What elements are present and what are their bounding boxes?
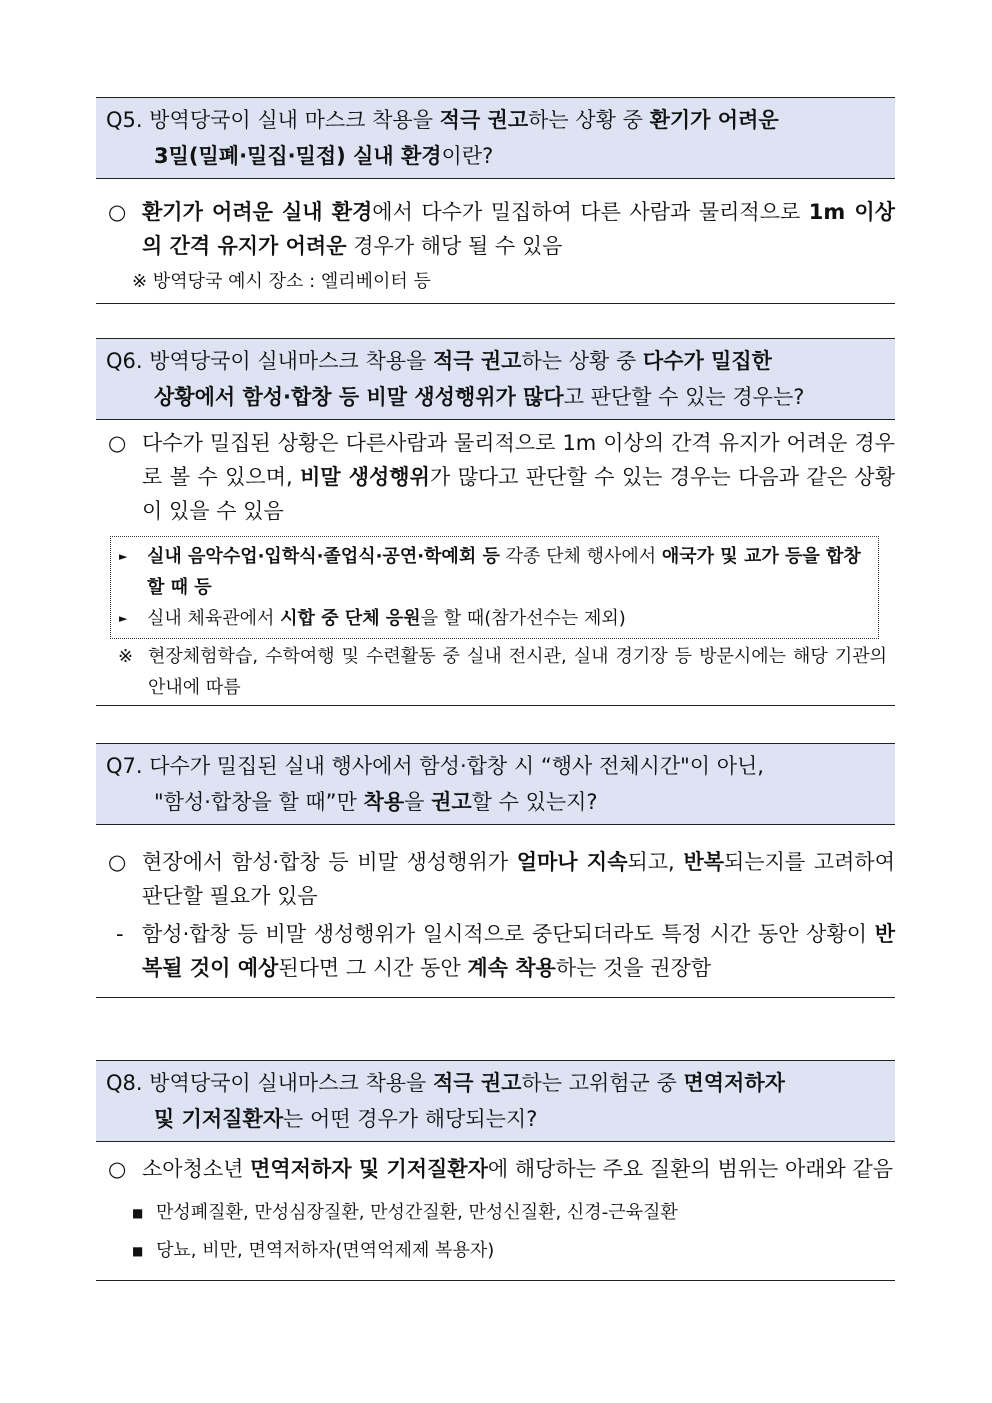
text-run: 된다면 그 시간 동안 <box>278 956 468 980</box>
text-run: Q7. 다수가 밀집된 실내 행사에서 함성·합창 시 “행사 전체시간"이 아닌, <box>106 754 764 778</box>
text-line <box>147 608 626 629</box>
emphasized-text: 실내 음악수업·입학식·졸업식·공연·학예회 등 <box>147 546 500 567</box>
text-run: 다수가 밀집된 상황은 다른사람과 물리적으로 1m 이상의 간격 유지가 어려운 경우로 볼 수 있으며, <box>142 431 895 489</box>
text-run: 가 많다고 판단할 수 있는 경우는 다음과 같은 상황이 있을 수 있음 <box>142 465 895 523</box>
text-run: 하는 상황 중 <box>521 349 643 373</box>
text-run: 에 해당하는 주요 질환의 범위는 아래와 같음 <box>487 1157 894 1181</box>
reference-mark-icon: ※ <box>118 646 134 667</box>
emphasized-text: 애국가 및 교가 등을 합창할 때 등 <box>147 546 861 598</box>
emphasized-text: 환기가 어려운 <box>649 108 779 132</box>
emphasized-text: 반복될 것이 예상 <box>142 922 895 980</box>
list-item-text: 만성폐질환, 만성심장질환, 만성간질환, 만성신질환, 신경-근육질환 <box>156 1202 678 1223</box>
text-run: 을 할 때(참가선수는 제외) <box>420 608 626 629</box>
text-run: 되는지를 고려하여 판단할 필요가 있음 <box>142 850 895 908</box>
emphasized-text: 3밀(밀폐·밀집·밀접) 실내 환경 <box>154 144 442 168</box>
emphasized-text: 1m 이상의 간격 유지가 어려운 <box>142 200 895 258</box>
dash-bullet-icon: - <box>116 922 124 946</box>
emphasized-text: 계속 착용 <box>467 956 556 980</box>
list-item <box>132 1194 895 1232</box>
emphasized-text: 착용 <box>363 790 405 814</box>
circle-bullet-icon: ○ <box>108 431 127 455</box>
text-line <box>106 1101 885 1137</box>
circle-bullet-icon: ○ <box>108 850 127 874</box>
circle-bullet-icon: ○ <box>108 1157 127 1181</box>
emphasized-text: 시합 중 단체 응원 <box>280 608 421 629</box>
triangle-bullet-icon: ► <box>119 612 128 625</box>
text-run: 하는 고위험군 중 <box>521 1071 684 1095</box>
q6-question <box>96 338 895 420</box>
text-run: 하는 것을 권장함 <box>555 956 712 980</box>
square-bullet-icon: ■ <box>132 1206 144 1220</box>
text-line <box>106 1065 885 1101</box>
emphasized-text: 적극 권고 <box>439 108 529 132</box>
q8-section <box>96 1060 895 1281</box>
q7-sub-answer <box>96 917 895 998</box>
q8-question <box>96 1060 895 1142</box>
q8-answer <box>96 1152 895 1186</box>
text-run: 되고, <box>627 850 684 874</box>
text-run: 하는 상황 중 <box>528 108 650 132</box>
text-run: "함성·합창을 할 때”만 <box>154 790 364 814</box>
text-line <box>106 138 885 174</box>
q7-section <box>96 743 895 998</box>
text-line <box>106 343 885 379</box>
text-run: 실내 체육관에서 <box>147 608 281 629</box>
triangle-bullet-icon: ► <box>119 550 128 563</box>
q5-answer <box>96 195 895 263</box>
emphasized-text: 및 기저질환자 <box>154 1107 284 1131</box>
text-run: 각종 단체 행사에서 <box>499 546 662 567</box>
circle-bullet-icon: ○ <box>108 200 127 224</box>
emphasized-text: 권고 <box>431 790 472 814</box>
emphasized-text: 얼마나 지속 <box>516 850 628 874</box>
list-item <box>119 603 870 634</box>
emphasized-text: 상황에서 함성·합창 등 비말 생성행위가 많다 <box>154 385 564 409</box>
q7-question <box>96 743 895 825</box>
q6-note <box>96 639 895 706</box>
text-run: 현장에서 함성·합창 등 비말 생성행위가 <box>142 850 517 874</box>
text-line <box>142 922 895 980</box>
text-run: 할 수 있는지? <box>471 790 598 814</box>
note-text: 현장체험학습, 수학여행 및 수련활동 중 실내 전시관, 실내 경기장 등 방문시에는 해당 기관의 안내에 따름 <box>148 646 887 698</box>
text-run: 함성·합창 등 비말 생성행위가 일시적으로 중단되더라도 특정 시간 동안 상황이 <box>142 922 875 946</box>
q8-list <box>96 1186 895 1281</box>
q5-note: ※ 방역당국 예시 장소 : 엘리베이터 등 <box>96 263 895 304</box>
emphasized-text: 환기가 어려운 실내 환경 <box>142 200 373 224</box>
q6-section <box>96 338 895 706</box>
list-item-text: 당뇨, 비만, 면역저하자(면역억제제 복용자) <box>156 1240 495 1261</box>
text-line <box>106 102 885 138</box>
q6-answer <box>96 426 895 528</box>
text-line <box>142 200 895 258</box>
text-line <box>142 850 895 908</box>
text-line <box>106 379 885 415</box>
text-run: 이란? <box>441 144 494 168</box>
q5-question <box>96 97 895 179</box>
q7-answer <box>96 845 895 913</box>
q6-example-box <box>110 536 879 639</box>
emphasized-text: 적극 권고 <box>432 349 522 373</box>
emphasized-text: 면역저하자 <box>683 1071 785 1095</box>
text-line <box>147 546 861 598</box>
text-run: 경우가 해당 될 수 있음 <box>346 234 563 258</box>
text-run: 을 <box>404 790 432 814</box>
emphasized-text: 적극 권고 <box>432 1071 522 1095</box>
text-run: 고 판단할 수 있는 경우는? <box>563 385 805 409</box>
q5-section <box>96 97 895 304</box>
text-line <box>142 1157 893 1181</box>
emphasized-text: 비말 생성행위 <box>300 465 430 489</box>
text-run: Q5. 방역당국이 실내 마스크 착용을 <box>106 108 440 132</box>
emphasized-text: 반복 <box>683 850 725 874</box>
emphasized-text: 면역저하자 및 기저질환자 <box>250 1157 488 1181</box>
text-line <box>106 784 885 820</box>
text-run: 소아청소년 <box>142 1157 251 1181</box>
text-run: Q6. 방역당국이 실내마스크 착용을 <box>106 349 433 373</box>
text-line <box>106 748 885 784</box>
text-run: Q8. 방역당국이 실내마스크 착용을 <box>106 1071 433 1095</box>
square-bullet-icon: ■ <box>132 1244 144 1258</box>
list-item <box>132 1232 895 1270</box>
emphasized-text: 다수가 밀집한 <box>642 349 772 373</box>
text-run: 는 어떤 경우가 해당되는지? <box>283 1107 538 1131</box>
text-run: 에서 다수가 밀집하여 다른 사람과 물리적으로 <box>372 200 809 224</box>
text-line <box>142 431 895 523</box>
list-item <box>119 541 870 603</box>
